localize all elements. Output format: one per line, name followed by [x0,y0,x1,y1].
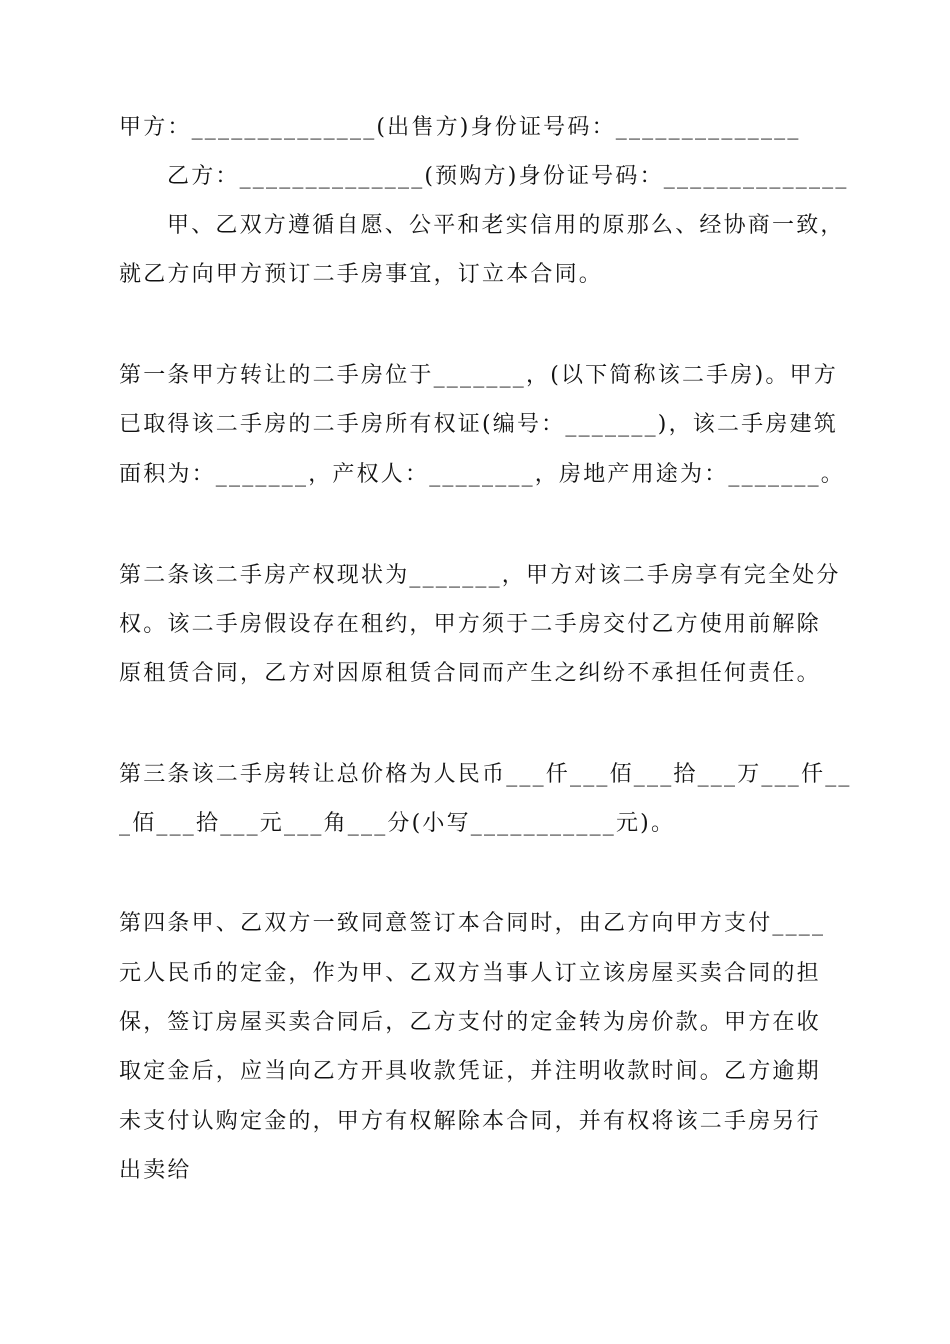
article-2-line-3: 原租赁合同，乙方对因原租赁合同而产生之纠纷不承担任何责任。 [119,661,821,686]
article-4-line-4: 取定金后，应当向乙方开具收款凭证，并注明收款时间。乙方逾期 [119,1059,821,1084]
article-2-line-2: 权。该二手房假设存在租约，甲方须于二手房交付乙方使用前解除 [119,612,821,637]
intro-line-2: 就乙方向甲方预订二手房事宜，订立本合同。 [119,262,604,287]
party-b-line: 乙方：______________(预购方)身份证号码：______________ [167,164,849,189]
article-4-line-6: 出卖给 [119,1158,192,1183]
article-1-line-1: 第一条甲方转让的二手房位于_______，(以下简称该二手房)。甲方 [119,363,838,388]
article-3-line-1: 第三条该二手房转让总价格为人民币___仟___佰___拾___万___仟__ [119,762,852,787]
article-4-line-2: 元人民币的定金，作为甲、乙双方当事人订立该房屋买卖合同的担 [119,961,821,986]
intro-line-1: 甲、乙双方遵循自愿、公平和老实信用的原那么、经协商一致， [167,213,845,238]
article-4-line-1: 第四条甲、乙双方一致同意签订本合同时，由乙方向甲方支付____ [119,911,826,936]
party-a-line: 甲方：______________(出售方)身份证号码：______________ [119,115,801,140]
article-2-line-1: 第二条该二手房产权现状为_______，甲方对该二手房享有完全处分 [119,563,841,588]
article-4-line-3: 保，签订房屋买卖合同后，乙方支付的定金转为房价款。甲方在收 [119,1010,821,1035]
article-4-line-5: 未支付认购定金的，甲方有权解除本合同，并有权将该二手房另行 [119,1109,821,1134]
article-3-line-2: _佰___拾___元___角___分(小写___________元)。 [119,811,676,836]
article-1-line-2: 已取得该二手房的二手房所有权证(编号：_______)，该二手房建筑 [119,412,838,437]
article-1-line-3: 面积为：_______，产权人：________，房地产用途为：_______。 [119,462,846,487]
